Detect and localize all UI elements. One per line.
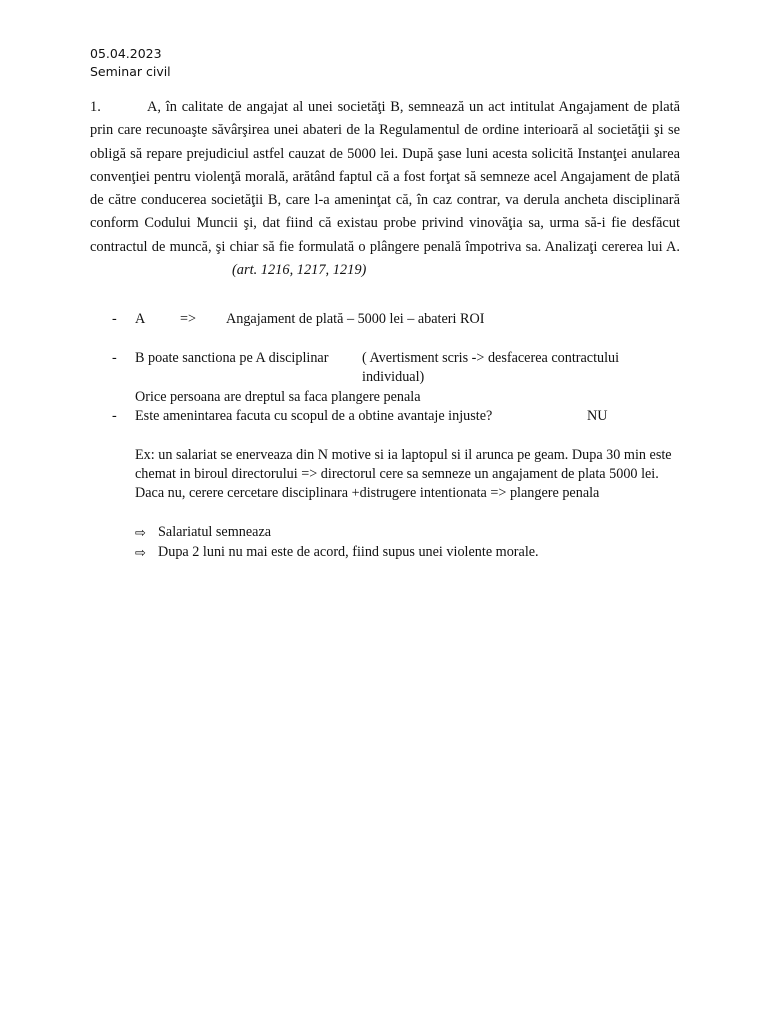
bullet-arrow: =>	[180, 311, 197, 327]
arrow-item-text: Salariatul semneaza	[158, 524, 272, 540]
problem-text: A, în calitate de angajat al unei societăţi B, semnează un act intitulat Angajament de plată prin care recunoaşte săvârşirea unei abateri de la Regulamentul de ordine interioară al societăţii şi se obligă să repare prejudiciul astfel cauzat de 5000 lei. După şase luni acesta solicită Instanţei anularea convenţiei pentru violenţă morală, arătând faptul că a fost forţat să semneze acel Angajament de plată de către conducerea societăţii B, care l-a ameninţat că, în caz contrar, va derula ancheta disciplinară conform Codului Muncii şi, dat fiind că existau probe privind vinovăţia sa, urma să-i fie desfăcut contractul de muncă, şi chiar să fie formulată o plângere penală împotriva sa. Analizaţi cererea lui A.	[90, 99, 680, 255]
arrow-item-text: Dupa 2 luni nu mai este de acord, fiind supus unei violente morale.	[158, 544, 539, 560]
bullet-subject: A	[135, 311, 146, 327]
bullet-dash: -	[112, 408, 117, 424]
bullet-detail: ( Avertisment scris -> desfacerea contractului individual)	[362, 350, 620, 386]
example-paragraph: Ex: un salariat se enerveaza din N motive si ia laptopul si il arunca pe geam. Dupa 30 min este chemat in biroul directorului => directorul cere sa semneze un angajament de plata 5000 lei. Daca nu, cerere cercetare disciplinara +distrugere intentionata => plangere penala	[135, 447, 672, 502]
right-arrow-icon: ⇨	[135, 545, 146, 560]
bullet-answer: NU	[587, 408, 608, 424]
document-subject: Seminar civil	[90, 64, 171, 79]
document-date: 05.04.2023	[90, 46, 162, 61]
problem-paragraph	[90, 96, 680, 282]
bullet-extra-line: Orice persoana are dreptul sa faca plangere penala	[135, 389, 421, 405]
bullet-dash: -	[112, 350, 117, 366]
problem-number: 1.	[90, 99, 101, 115]
article-reference: (art. 1216, 1217, 1219)	[232, 262, 367, 279]
bullet-dash: -	[112, 311, 117, 327]
bullet-text: Angajament de plată – 5000 lei – abateri ROI	[226, 311, 485, 327]
bullet-text: B poate sanctiona pe A disciplinar	[135, 350, 329, 366]
right-arrow-icon: ⇨	[135, 525, 146, 540]
bullet-question: Este amenintarea facuta cu scopul de a obtine avantaje injuste?	[135, 408, 493, 424]
